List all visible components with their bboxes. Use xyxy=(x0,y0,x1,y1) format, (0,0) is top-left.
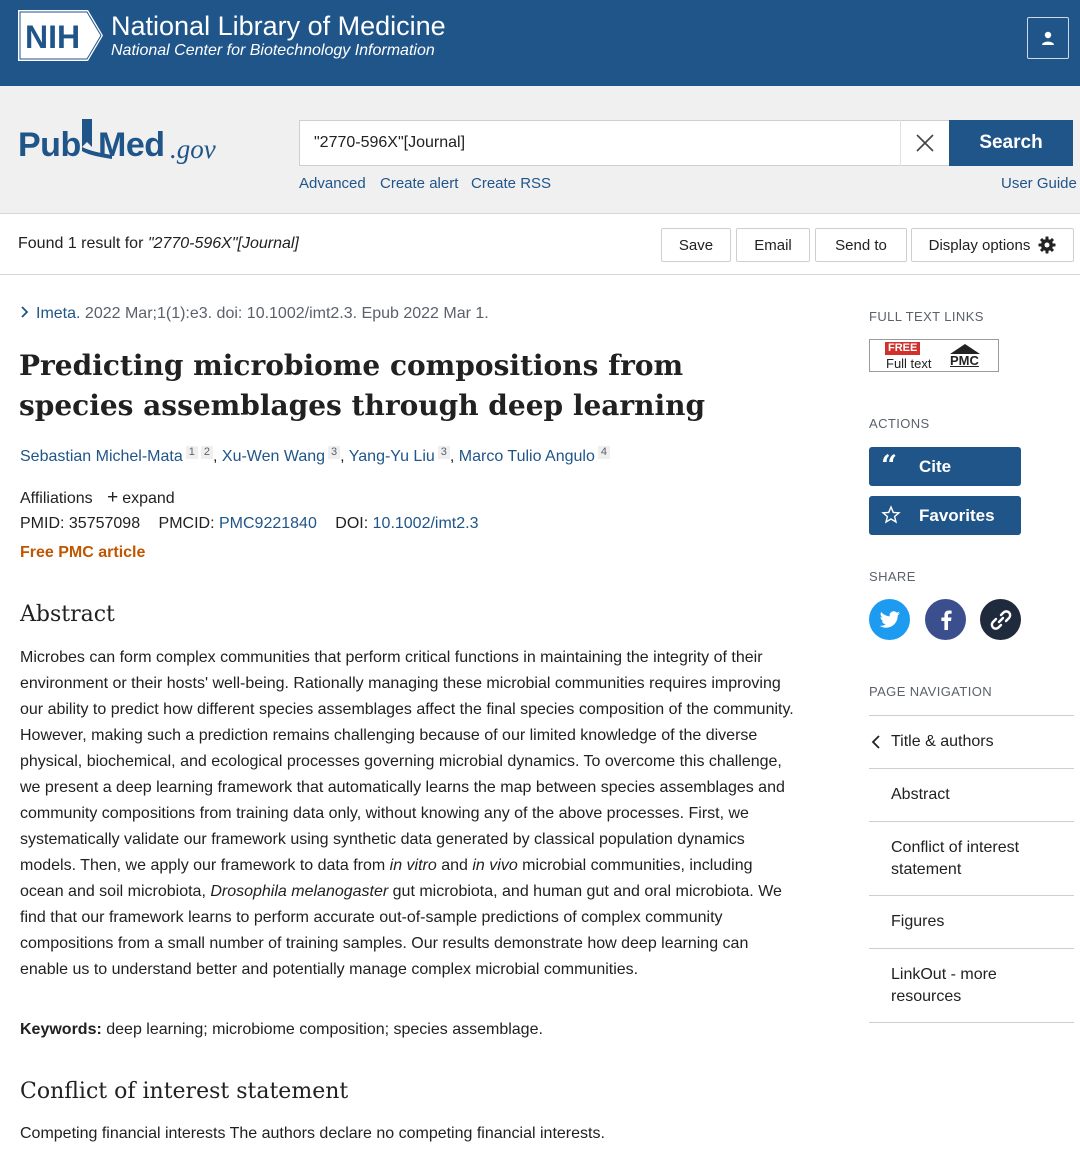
save-button[interactable]: Save xyxy=(661,228,731,262)
favorites-label: Favorites xyxy=(919,506,995,525)
user-icon xyxy=(1041,31,1055,45)
link-icon xyxy=(990,609,1012,631)
nav-item-label: Abstract xyxy=(891,786,950,803)
search-box xyxy=(299,120,949,166)
affiliation-ref[interactable]: 3 xyxy=(438,446,450,459)
author-link[interactable]: Xu-Wen Wang xyxy=(221,448,326,465)
pubmed-logo-pub: Pub xyxy=(18,126,81,164)
actions-heading: ACTIONS xyxy=(869,416,930,431)
search-input[interactable] xyxy=(300,121,900,165)
author-link[interactable]: Sebastian Michel-Mata xyxy=(20,448,183,465)
results-count xyxy=(18,235,299,253)
journal-citation xyxy=(20,305,489,323)
coi-text: Competing financial interests The authors declare no competing financial interests. xyxy=(20,1125,605,1142)
affiliations-label: Affiliations xyxy=(20,490,93,507)
nav-item-label: Figures xyxy=(891,913,945,930)
authors-list: Sebastian Michel-Mata $^1$ $^2$ , Xu-Wen Wang $^3$ , Yang-Yu Liu $^3$ , Marco Tulio Angulo $^4$ xyxy=(20,446,610,466)
abstract-part: Microbes can form complex communities that perform critical functions in maintaining the integrity of their environment or their hosts' well-being. Rationally managing these microbial communities requires improving our ability to predict how different species assemblages affect the final species composition of the community. However, making such a prediction remains challenging because of our limited knowledge of the diverse physical, biochemical, and ecological processes governing microbial dynamics. To overcome this challenge, we present a deep learning framework that automatically learns the map between species assemblages and community compositions from training data only, without knowing any of the above processes. First, we systematically validate our framework using synthetic data generated by classical population dynamics models. Then, we apply our framework to data from xyxy=(20,649,794,874)
full-text-label: Full text xyxy=(886,356,932,371)
affiliation-ref[interactable]: 3 xyxy=(328,446,340,459)
share-permalink-button[interactable] xyxy=(980,599,1021,640)
favorites-button[interactable] xyxy=(869,496,1021,535)
share-twitter-button[interactable] xyxy=(869,599,910,640)
affiliation-ref[interactable]: 2 xyxy=(201,446,213,459)
abstract-part: in vitro xyxy=(389,857,437,874)
affiliation-ref[interactable]: 4 xyxy=(598,446,610,459)
nav-item-label: Title & authors xyxy=(891,733,994,750)
star-icon xyxy=(881,505,901,525)
expand-label: expand xyxy=(122,490,175,507)
twitter-icon xyxy=(879,611,901,629)
keywords-value: deep learning; microbiome composition; species assemblage. xyxy=(106,1021,543,1038)
plus-icon: + xyxy=(107,487,119,508)
affiliation-ref[interactable]: 1 xyxy=(186,446,198,459)
coi-heading: Conflict of interest statement xyxy=(20,1079,349,1104)
pmid-label: PMID: xyxy=(20,515,65,532)
clear-search-button[interactable] xyxy=(900,120,949,166)
pmc-full-text-link[interactable] xyxy=(869,339,999,372)
abstract-heading: Abstract xyxy=(20,602,115,627)
search-button[interactable]: Search xyxy=(949,120,1073,166)
results-query: "2770-596X"[Journal] xyxy=(147,235,299,252)
send-to-button[interactable]: Send to xyxy=(815,228,907,262)
pubmed-logo-gov: .gov xyxy=(170,134,216,164)
free-badge: FREE xyxy=(885,342,920,355)
display-options-label: Display options xyxy=(928,236,1031,254)
email-button[interactable]: Email xyxy=(736,228,810,262)
nav-item-linkout[interactable] xyxy=(869,949,1074,1023)
pmid-value: 35757098 xyxy=(68,515,141,532)
doi-link[interactable]: 10.1002/imt2.3 xyxy=(372,515,479,532)
cite-button[interactable] xyxy=(869,447,1021,486)
svg-text:NIH: NIH xyxy=(25,19,81,55)
share-heading: SHARE xyxy=(869,569,916,584)
quote-icon: “ xyxy=(881,449,898,482)
affiliations-row xyxy=(20,487,175,509)
keywords-label: Keywords: xyxy=(20,1021,102,1038)
pubmed-logo[interactable] xyxy=(18,115,218,167)
abstract-part: microbial communities, including ocean and soil microbiota, xyxy=(20,857,753,900)
nih-logo[interactable] xyxy=(18,10,103,61)
article-title: Predicting microbiome compositions from species assemblages through deep learning xyxy=(19,349,706,422)
nih-header xyxy=(0,0,1080,86)
account-button[interactable] xyxy=(1027,17,1069,59)
facebook-icon xyxy=(940,610,952,630)
create-alert-link[interactable]: Create alert xyxy=(380,175,459,192)
journal-link[interactable]: Imeta. xyxy=(36,305,81,322)
pmcid-label: PMCID: xyxy=(158,515,215,532)
full-text-links-heading: FULL TEXT LINKS xyxy=(869,309,984,324)
gear-icon xyxy=(1038,236,1056,254)
abstract-part: gut microbiota, and human gut and oral microbiota. We find that our framework learns to perform accurate out-of-sample predictions of complex community compositions from a small number of training samples. Our results demonstrate how deep learning can enable us to understand better and potentially manage complex microbial communities. xyxy=(20,883,782,978)
doi-label: DOI: xyxy=(335,515,369,532)
page-navigation-list xyxy=(869,715,1074,1023)
page-navigation-heading: PAGE NAVIGATION xyxy=(869,684,993,699)
nav-item-title-authors[interactable] xyxy=(869,716,1074,769)
share-facebook-button[interactable] xyxy=(925,599,966,640)
close-icon xyxy=(916,134,934,152)
author-link[interactable]: Yang-Yu Liu xyxy=(348,448,435,465)
pubmed-logo-med: Med xyxy=(98,126,165,164)
author-link[interactable]: Marco Tulio Angulo xyxy=(458,448,595,465)
abstract-text xyxy=(20,645,800,983)
abstract-part: Drosophila melanogaster xyxy=(210,883,389,900)
chevron-right-icon[interactable] xyxy=(20,306,30,318)
pmc-label: PMC xyxy=(950,353,979,368)
nav-item-conflict-of-interest[interactable] xyxy=(869,822,1074,896)
nav-item-abstract[interactable] xyxy=(869,769,1074,822)
expand-affiliations-button[interactable] xyxy=(107,487,175,508)
nih-subtitle[interactable]: National Center for Biotechnology Information xyxy=(111,42,435,59)
abstract-part: in vivo xyxy=(472,857,518,874)
citation-details: 2022 Mar;1(1):e3. doi: 10.1002/imt2.3. Epub 2022 Mar 1. xyxy=(84,305,489,322)
display-options-button[interactable] xyxy=(911,228,1074,262)
results-count-prefix: Found 1 result for xyxy=(18,235,148,252)
pmcid-link[interactable]: PMC9221840 xyxy=(219,515,317,532)
keywords-row xyxy=(20,1021,543,1039)
cite-label: Cite xyxy=(919,457,952,476)
user-guide-link[interactable]: User Guide xyxy=(1001,175,1077,192)
nav-item-label: Conflict of interest statement xyxy=(891,838,1020,878)
abstract-part: and xyxy=(436,857,473,874)
chevron-left-icon xyxy=(871,735,881,749)
nih-title[interactable]: National Library of Medicine xyxy=(111,11,446,41)
nav-item-figures[interactable] xyxy=(869,896,1074,949)
identifiers-row xyxy=(20,515,479,533)
advanced-search-link[interactable]: Advanced xyxy=(299,175,366,192)
free-pmc-label: Free PMC article xyxy=(20,544,146,561)
create-rss-link[interactable]: Create RSS xyxy=(471,175,552,192)
nav-item-label: LinkOut - more resources xyxy=(891,965,997,1005)
